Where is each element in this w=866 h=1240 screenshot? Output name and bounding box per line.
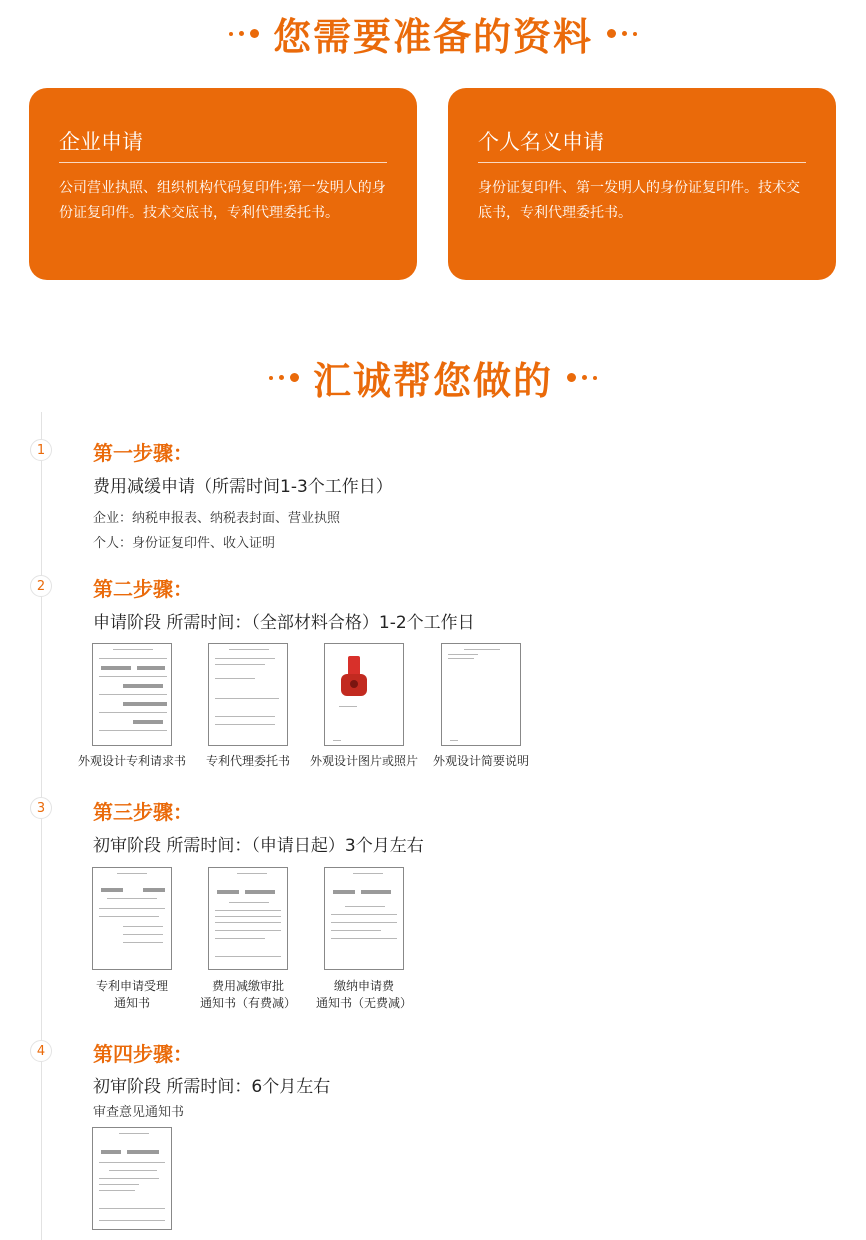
step-number: 1: [30, 439, 52, 461]
caption-line: 通知书: [113, 996, 150, 1010]
step-title: 第一步骤：: [93, 441, 193, 465]
card-divider: [59, 162, 387, 163]
step-title: 第二步骤：: [93, 577, 193, 601]
step-number: 3: [30, 797, 52, 819]
card-title: 个人名义申请: [478, 130, 604, 154]
decorative-dots-right: [607, 29, 637, 38]
help-heading: [0, 350, 866, 405]
prepare-heading: [0, 6, 866, 61]
document-thumbnail: [208, 867, 288, 970]
prepare-title: 您需要准备的资料: [272, 15, 593, 59]
document-thumbnail: [441, 643, 521, 746]
document-caption: 专利代理委托书: [205, 754, 290, 768]
caption-line: 通知书（无费减）: [315, 996, 412, 1010]
help-title: 汇诚帮您做的: [312, 359, 553, 403]
step-time: 初审阶段 所需时间：6个月左右: [93, 1077, 331, 1097]
card-title: 企业申请: [59, 130, 143, 154]
step-note: 审查意见通知书: [93, 1105, 185, 1120]
document-thumbnail: [92, 643, 172, 746]
step-time: 申请阶段 所需时间：（全部材料合格）1-2个工作日: [93, 613, 475, 633]
card-divider: [478, 162, 806, 163]
step-time: 初审阶段 所需时间：（申请日起）3个月左右: [93, 836, 424, 856]
card-personal: [448, 88, 836, 280]
step-number: 4: [30, 1040, 52, 1062]
document-caption: 外观设计图片或照片: [309, 754, 418, 768]
document-caption: [72, 978, 192, 1012]
step-number: 2: [30, 575, 52, 597]
decorative-dots-left: [269, 373, 299, 382]
document-caption: 外观设计简要说明: [432, 754, 529, 768]
step-title: 第三步骤：: [93, 800, 193, 824]
decorative-dots-right: [567, 373, 597, 382]
decorative-dots-left: [229, 29, 259, 38]
step-note: 企业：纳税申报表、纳税表封面、营业执照: [93, 511, 341, 526]
timeline-line: [41, 412, 42, 1240]
step-title: 第四步骤：: [93, 1042, 193, 1066]
document-thumbnail: [208, 643, 288, 746]
document-thumbnail: [92, 867, 172, 970]
device-image-icon: [341, 656, 367, 700]
card-enterprise: [29, 88, 417, 280]
document-thumbnail: [324, 643, 404, 746]
document-caption: [188, 978, 308, 1012]
caption-line: 通知书（有费减）: [199, 996, 296, 1010]
document-thumbnail: [324, 867, 404, 970]
step-time: 费用减缓申请（所需时间1-3个工作日）: [93, 477, 393, 497]
card-description: 公司营业执照、组织机构代码复印件;第一发明人的身份证复印件。技术交底书，专利代理委托书。: [59, 180, 386, 221]
document-caption: [304, 978, 424, 1012]
document-thumbnail: [92, 1127, 172, 1230]
caption-line: 缴纳申请费: [333, 979, 394, 993]
caption-line: 费用减缴审批: [211, 979, 284, 993]
document-caption: 外观设计专利请求书: [77, 754, 186, 768]
caption-line: 专利申请受理: [95, 979, 168, 993]
card-description: 身份证复印件、第一发明人的身份证复印件。技术交底书，专利代理委托书。: [478, 180, 800, 221]
step-note: 个人：身份证复印件、收入证明: [93, 536, 276, 551]
